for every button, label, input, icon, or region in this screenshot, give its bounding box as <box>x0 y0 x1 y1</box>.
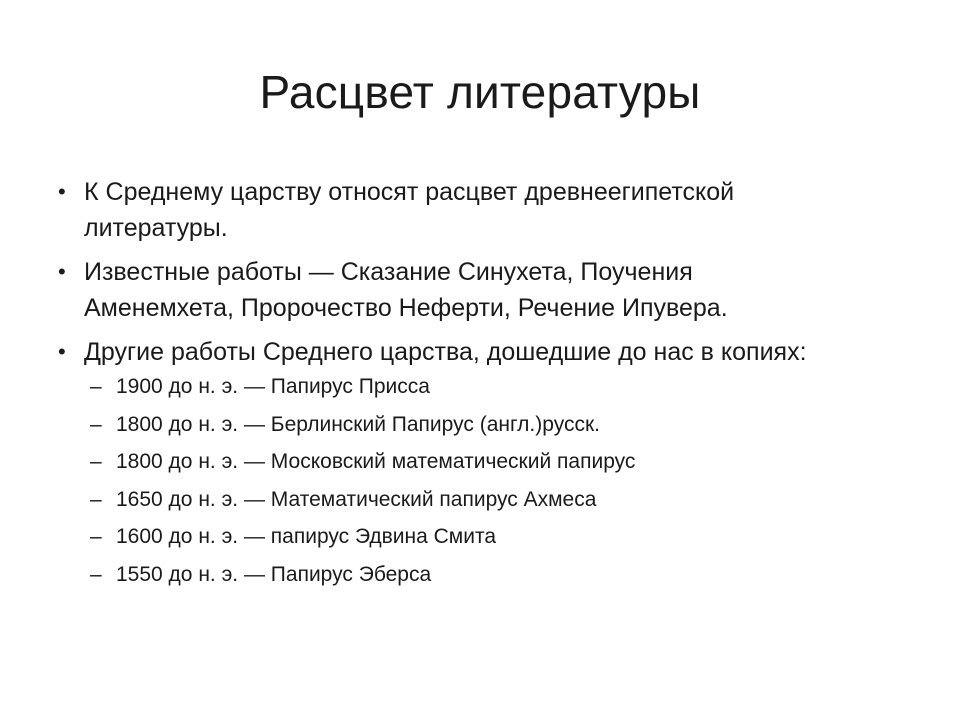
sub-item-text: 1800 до н. э. — Московский математический папирус <box>116 450 636 473</box>
sub-item-text: 1600 до н. э. — папирус Эдвина Смита <box>116 525 497 548</box>
bullet-item <box>58 174 838 246</box>
bullet-item <box>58 254 838 326</box>
sub-item <box>90 410 838 439</box>
bullet-text: К Среднему царству относят расцвет древнеегипетской литературы. <box>84 178 735 242</box>
sub-marker: – <box>90 487 102 511</box>
sub-marker: – <box>90 562 102 586</box>
sub-item <box>90 522 838 551</box>
sub-marker: – <box>90 525 102 548</box>
sub-marker: – <box>90 375 102 398</box>
sub-item <box>90 560 838 589</box>
sub-item <box>90 372 838 401</box>
bullet-item <box>58 334 838 589</box>
sub-item-text: 1650 до н. э. — Математический папирус Ахмеса <box>116 487 597 511</box>
slide-title: Расцвет литературы <box>259 66 701 118</box>
sub-item <box>90 447 838 476</box>
bullet-text: Другие работы Среднего царства, дошедшие до нас в копиях: <box>84 338 807 366</box>
sub-item-text: 1550 до н. э. — Папирус Эберса <box>116 562 432 586</box>
sub-item <box>90 485 838 514</box>
bullet-list <box>58 174 838 597</box>
sub-item-text: 1800 до н. э. — Берлинский Папирус (англ.)русск. <box>116 412 600 436</box>
bullet-marker: • <box>58 339 66 364</box>
bullet-marker: • <box>58 259 66 284</box>
sub-marker: – <box>90 450 102 473</box>
sub-list <box>84 372 838 589</box>
bullet-text: Известные работы — Сказание Синухета, Поучения Аменемхета, Пророчество Неферти, Речение Ипувера. <box>84 258 728 322</box>
bullet-marker: • <box>58 179 66 204</box>
sub-item-text: 1900 до н. э. — Папирус Присса <box>116 375 430 398</box>
sub-marker: – <box>90 412 102 436</box>
